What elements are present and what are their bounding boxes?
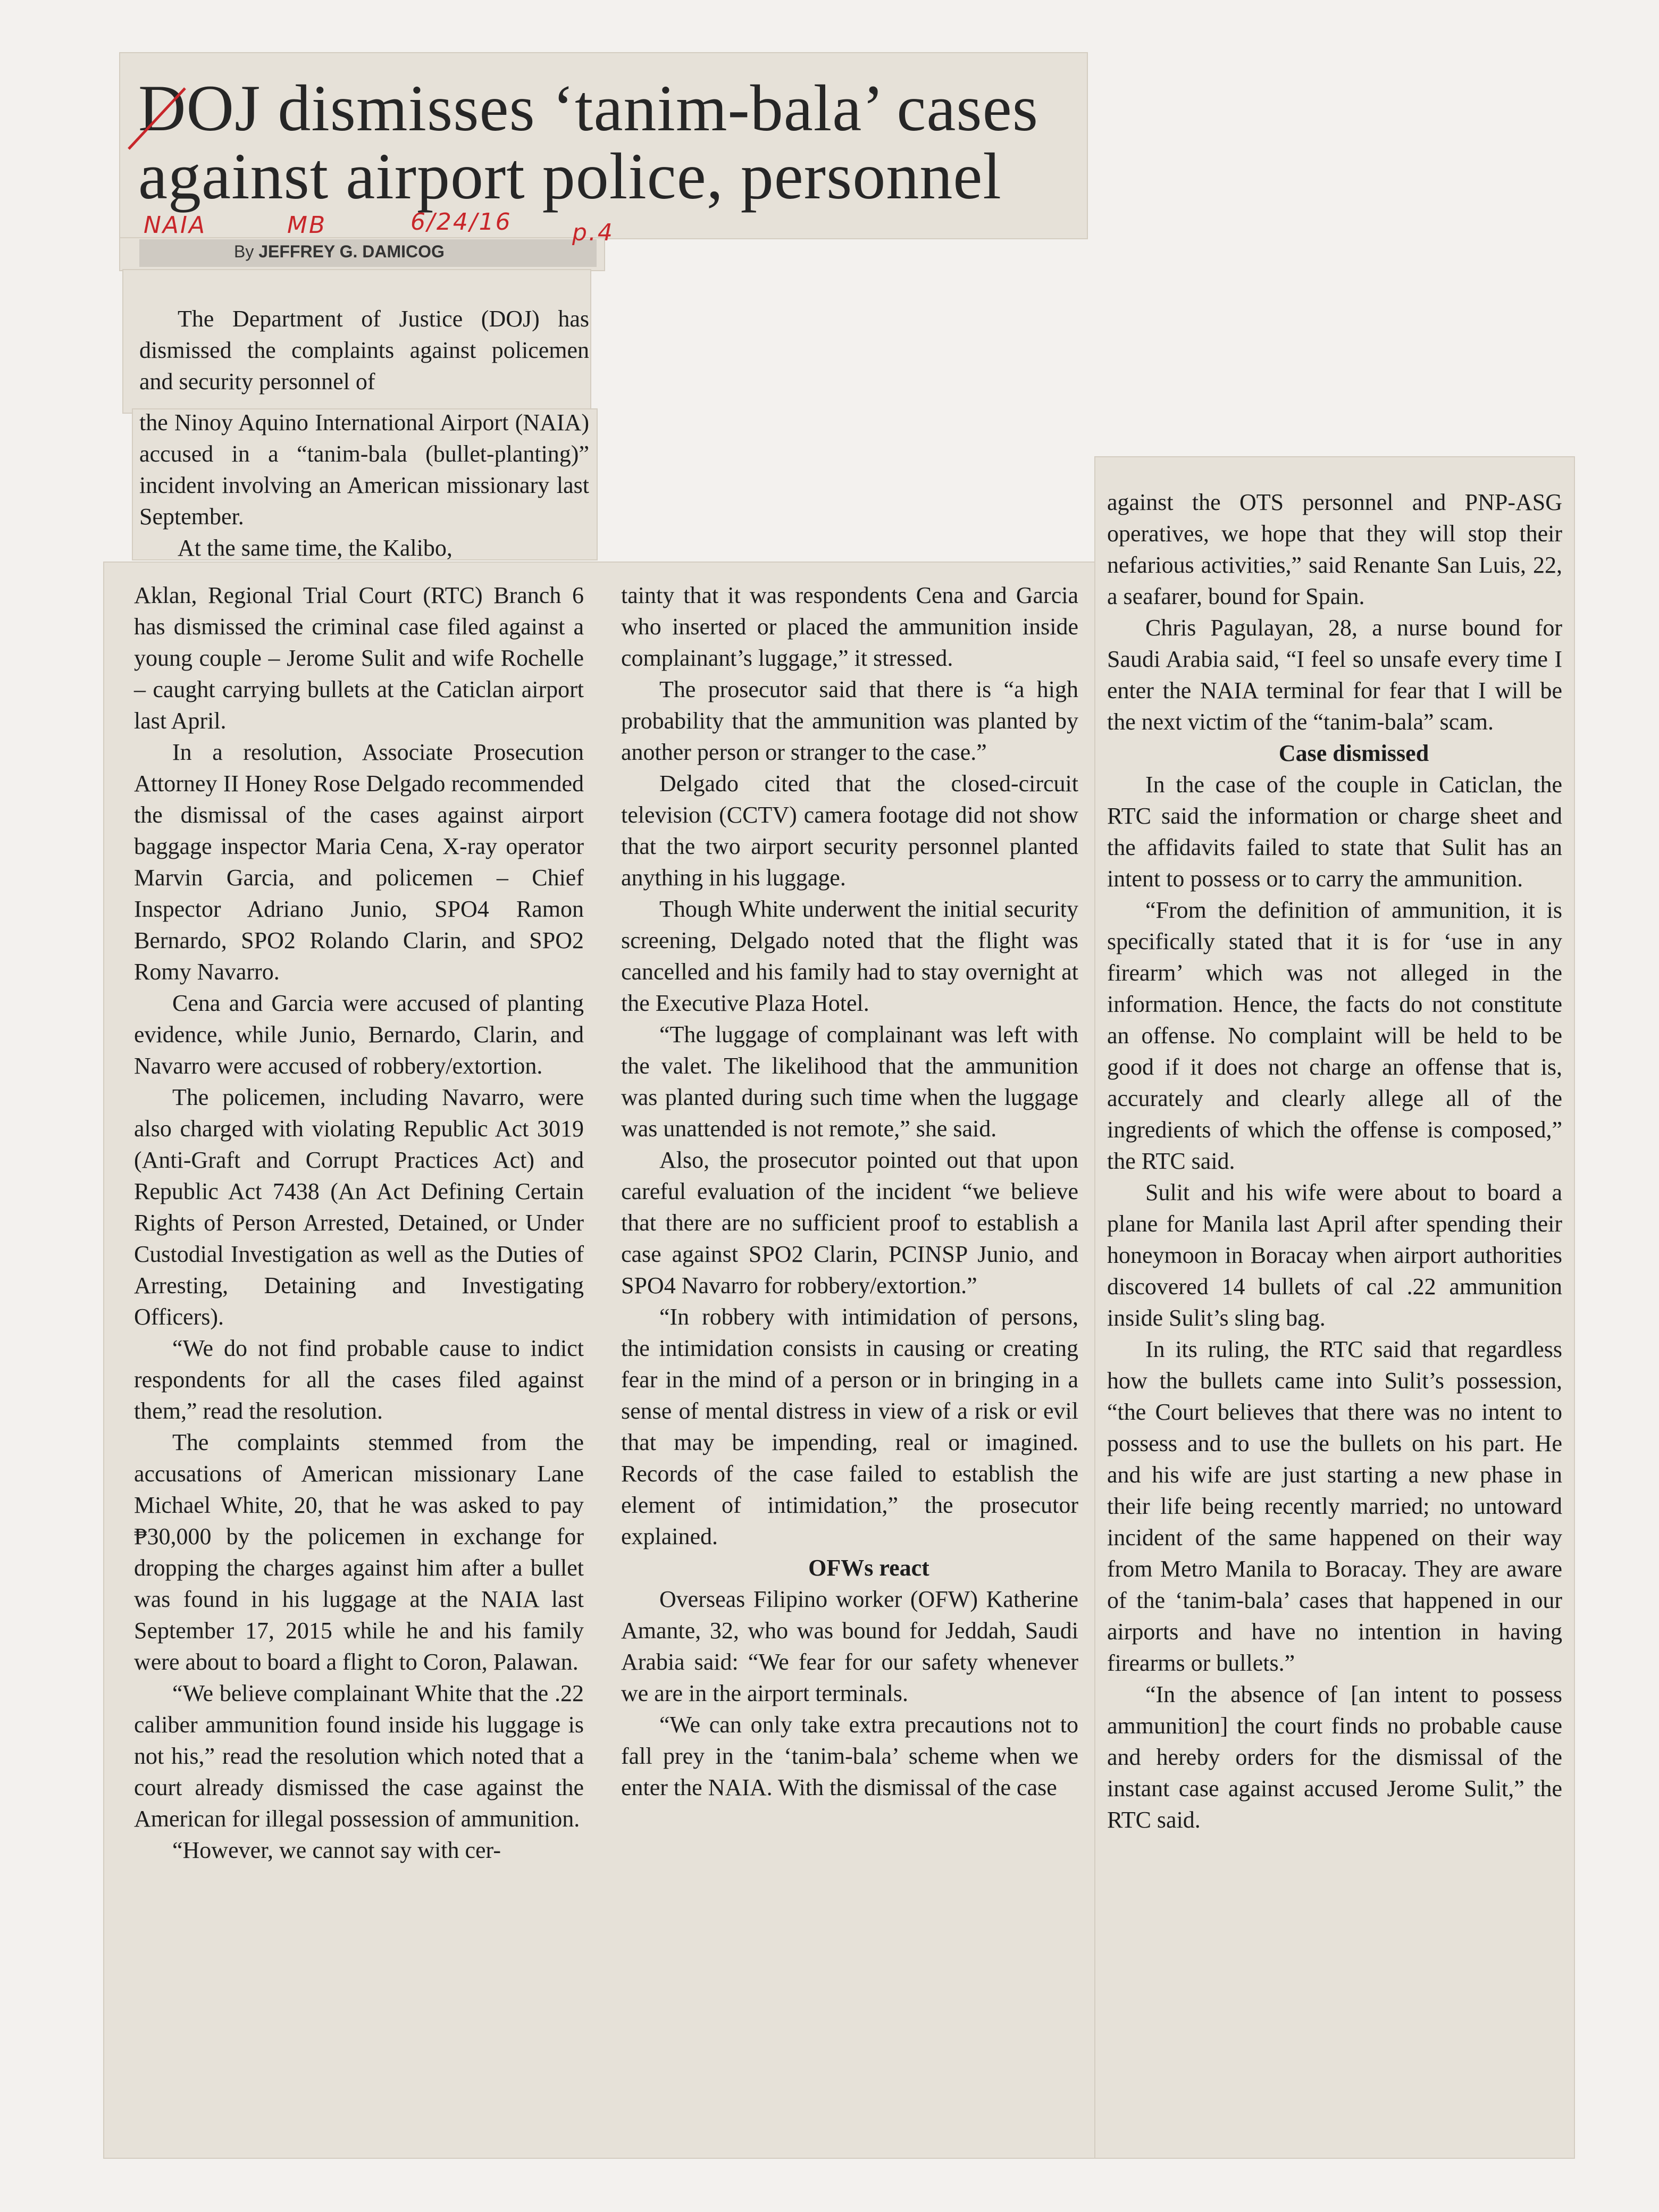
article-paragraph: Sulit and his wife were about to board a plane for Manila last April after spending their honeymoon in Boracay when airport authorities discovered 14 bullets of cal .22 ammunition inside Sulit’s sling bag. [1107,1179,1562,1331]
article-paragraph: “However, we cannot say with cer- [172,1837,501,1863]
handwritten-page: p.4 [572,219,614,246]
article-paragraph: “From the definition of ammunition, it is specifically stated that it is for ‘use in any firearm’ which was not alleged in the information. Hence, the facts do not constitute an offense. No complaint will be held to be good if it does not charge an offense that is, accurately and clearly allege all of the ingredients of which the offense is composed,” the RTC said. [1107,897,1562,1174]
intro-column [139,303,589,564]
article-column-2 [621,580,1078,1803]
article-paragraph: In the case of the couple in Caticlan, the RTC said the information or charge sheet and the affidavits failed to state that Sulit has an intent to possess or to carry the ammunition. [1107,772,1562,892]
article-paragraph: Delgado cited that the closed-circuit television (CCTV) camera footage did not show that the two airport security personnel planted anything in his luggage. [621,770,1078,891]
byline [234,242,445,262]
byline-prefix: By [234,242,254,261]
intro-paragraph: The Department of Justice (DOJ) has dismissed the complaints against policemen and security personnel of [139,306,589,395]
handwritten-paper: MB [287,212,327,239]
article-paragraph: “In robbery with intimidation of persons, the intimidation consists in causing or creating fear in the mind of a person or in bringing in a sense of mental distress in view of a risk or evil that may be impending, real or imagined. Records of the case failed to establish the element of intimidation,” the prosecutor explained. [621,1304,1078,1549]
handwritten-date: 6/24/16 [410,208,512,236]
article-paragraph: “We do not find probable cause to indict respondents for all the cases filed against them,” read the resolution. [134,1335,584,1424]
article-paragraph: tainty that it was respondents Cena and Garcia who inserted or placed the ammunition inside complainant’s luggage,” it stressed. [621,582,1078,671]
article-paragraph: “The luggage of complainant was left with the valet. The likelihood that the ammunition was planted during such time when the luggage was unattended is not remote,” she said. [621,1021,1078,1142]
article-paragraph: In its ruling, the RTC said that regardless how the bullets came into Sulit’s possession, “the Court believes that there was no intent to possess and to use the bullets on his part. He and his wife are just starting a new phase in their life being recently married; no untoward incident of the same happened on their way from Metro Manila to Boracay. They are aware of the ‘tanim-bala’ cases that happened in our airports and have no intention in having firearms or bullets.” [1107,1336,1562,1676]
headline-title: DOJ dismisses ‘tanim-bala’ cases against airport police, personnel [138,72,1038,213]
article-paragraph: Also, the prosecutor pointed out that upon careful evaluation of the incident “we believe that there are no sufficient proof to establish a case against SPO2 Clarin, PCINSP Junio, and SPO4 Navarro for robbery/extortion.” [621,1147,1078,1298]
article-paragraph: “We believe complainant White that the .22 caliber ammunition found inside his luggage is not his,” read the resolution which noted that a court already dismissed the case against the American for illegal possession of ammunition. [134,1680,584,1832]
subheading-case-dismissed: Case dismissed [1278,740,1429,766]
subheading-ofws-react: OFWs react [808,1555,929,1581]
article-paragraph: Overseas Filipino worker (OFW) Katherine Amante, 32, who was bound for Jeddah, Saudi Arabia said: “We fear for our safety whenever we are in the airport terminals. [621,1586,1078,1706]
article-column-1 [134,580,584,1866]
article-paragraph: The complaints stemmed from the accusations of American missionary Lane Michael White, 20, that he was asked to pay ₱30,000 by the policemen in exchange for dropping the charges against him after a bullet was found in his luggage at the NAIA last September 17, 2015 while he and his family were about to board a flight to Coron, Palawan. [134,1429,584,1675]
article-paragraph: against the OTS personnel and PNP-ASG operatives, we hope that they will stop their nefarious activities,” said Renante San Luis, 22, a seafarer, bound for Spain. [1107,489,1562,609]
handwritten-strike-mark [125,85,189,154]
article-paragraph: The prosecutor said that there is “a high probability that the ammunition was planted by another person or stranger to the case.” [621,676,1078,765]
byline-author: JEFFREY G. DAMICOG [258,242,445,261]
article-paragraph: Cena and Garcia were accused of planting evidence, while Junio, Bernardo, Clarin, and Navarro were accused of robbery/extortion. [134,990,584,1079]
article-paragraph: Though White underwent the initial security screening, Delgado noted that the flight was cancelled and his family had to stay overnight at the Executive Plaza Hotel. [621,896,1078,1016]
article-column-3 [1107,487,1562,1836]
article-paragraph: “We can only take extra precautions not to fall prey in the ‘tanim-bala’ scheme when we enter the NAIA. With the dismissal of the case [621,1712,1078,1800]
handwritten-source: NAIA [144,212,207,239]
article-paragraph: In a resolution, Associate Prosecution Attorney II Honey Rose Delgado recommended the dismissal of the cases against airport baggage inspector Maria Cena, X-ray operator Marvin Garcia, and policemen – Chief Inspector Adriano Junio, SPO4 Ramon Bernardo, SPO2 Rolando Clarin, and SPO2 Romy Navarro. [134,739,584,985]
article-paragraph: Aklan, Regional Trial Court (RTC) Branch 6 has dismissed the criminal case filed against a young couple – Jerome Sulit and wife Rochelle – caught carrying bullets at the Caticlan airport last April. [134,582,584,734]
article-paragraph: The policemen, including Navarro, were also charged with violating Republic Act 3019 (Anti-Graft and Corrupt Practices Act) and Republic Act 7438 (An Act Defining Certain Rights of Person Arrested, Detained, or Under Custodial Investigation as well as the Duties of Arresting, Detaining and Investigating Officers). [134,1084,584,1330]
intro-paragraph: At the same time, the Kalibo, [178,535,453,561]
intro-paragraph: the Ninoy Aquino International Airport (NAIA) accused in a “tanim-bala (bullet-planting)” incident involving an American missionary last September. [139,409,589,530]
article-paragraph: “In the absence of [an intent to possess ammunition] the court finds no probable cause and hereby orders for the dismissal of the instant case against accused Jerome Sulit,” the RTC said. [1107,1681,1562,1833]
article-paragraph: Chris Pagulayan, 28, a nurse bound for Saudi Arabia said, “I feel so unsafe every time I enter the NAIA terminal for fear that I will be the next victim of the “tanim-bala” scam. [1107,615,1562,735]
